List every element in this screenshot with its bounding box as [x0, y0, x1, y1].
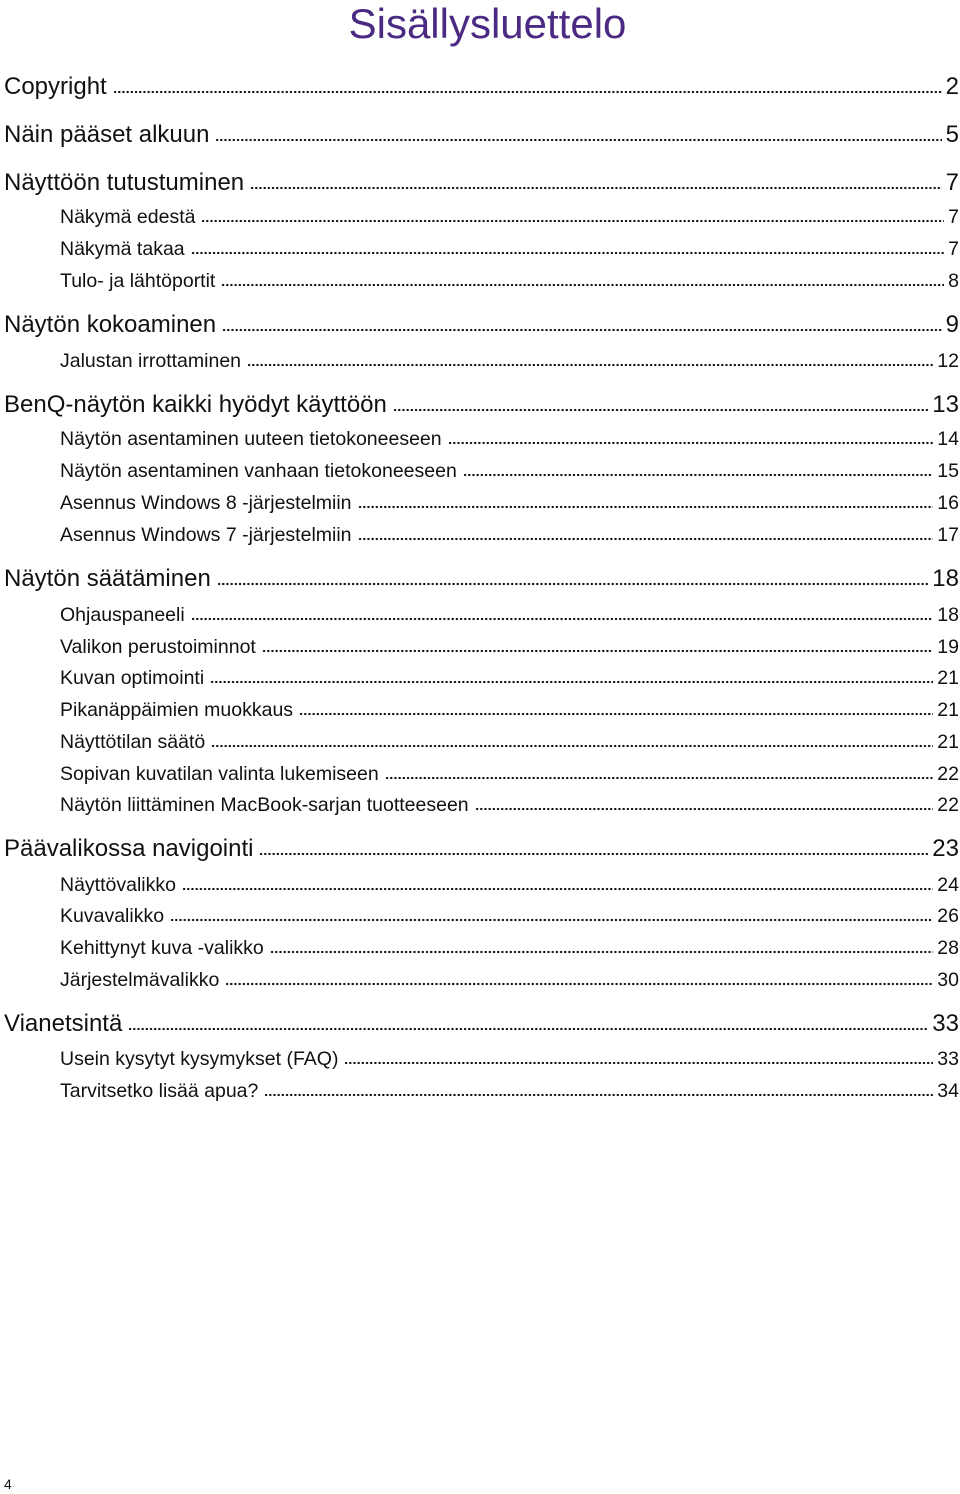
- toc-entry-label: Tarvitsetko lisää apua?: [60, 1080, 259, 1102]
- dot-leader: [128, 1027, 928, 1031]
- dot-leader: [344, 1061, 933, 1065]
- toc-entry-label: Jalustan irrottaminen: [60, 350, 242, 372]
- toc-entry-page: 13: [932, 391, 959, 418]
- toc-entry-label: Tulo- ja lähtöportit: [60, 270, 216, 292]
- dot-leader: [250, 186, 942, 190]
- toc-entry[interactable]: [60, 665, 959, 691]
- dot-leader: [215, 138, 941, 142]
- page-number: 4: [4, 1476, 12, 1492]
- page-title: Sisällysluettelo: [348, 0, 627, 47]
- dot-leader: [299, 712, 933, 716]
- dot-leader: [264, 1093, 933, 1097]
- toc-entry-label: Copyright: [4, 73, 107, 100]
- toc-entry[interactable]: [4, 834, 959, 864]
- toc-entry-label: Näkymä takaa: [60, 238, 185, 260]
- toc-entry-label: Kehittynyt kuva -valikko: [60, 937, 264, 959]
- dot-leader: [475, 807, 934, 811]
- toc-entry-page: 18: [932, 565, 959, 592]
- toc-entry-label: Näytön säätäminen: [4, 565, 211, 592]
- toc-entry[interactable]: [60, 729, 959, 755]
- toc-entry[interactable]: [60, 1046, 959, 1072]
- toc-entry[interactable]: [60, 602, 959, 628]
- toc-entry-page: 26: [937, 905, 959, 927]
- toc-entry[interactable]: [60, 1078, 959, 1104]
- toc-entry-label: Näyttötilan säätö: [60, 731, 206, 753]
- toc-entry-label: Päävalikossa navigointi: [4, 835, 254, 862]
- toc-entry-page: 30: [937, 969, 959, 991]
- dot-leader: [113, 90, 942, 94]
- toc-entry-label: Näytön kokoaminen: [4, 311, 217, 338]
- dot-leader: [270, 950, 934, 954]
- toc-entry[interactable]: [60, 634, 959, 660]
- toc-entry-page: 7: [948, 238, 959, 260]
- toc-entry-page: 14: [937, 428, 959, 450]
- toc-entry-label: Usein kysytyt kysymykset (FAQ): [60, 1048, 339, 1070]
- toc-entry[interactable]: [4, 120, 959, 150]
- toc-entry-label: Näyttövalikko: [60, 874, 176, 896]
- toc-entry-label: Pikanäppäimien muokkaus: [60, 699, 294, 721]
- toc-entry-label: Järjestelmävalikko: [60, 969, 220, 991]
- dot-leader: [393, 408, 928, 412]
- toc-entry[interactable]: [60, 490, 959, 516]
- toc-entry-label: Näytön asentaminen uuteen tietokoneeseen: [60, 428, 442, 450]
- toc-entry-label: Näkymä edestä: [60, 206, 196, 228]
- toc-entry-page: 2: [945, 73, 959, 100]
- toc-entry[interactable]: [60, 236, 959, 262]
- toc-entry[interactable]: [60, 426, 959, 452]
- dot-leader: [225, 982, 933, 986]
- toc-entry-label: Näin pääset alkuun: [4, 121, 210, 148]
- toc-entry-page: 15: [937, 460, 959, 482]
- toc-entry-page: 24: [937, 874, 959, 896]
- toc-entry[interactable]: [4, 390, 959, 420]
- toc-entry[interactable]: [60, 967, 959, 993]
- toc-entry[interactable]: [4, 168, 959, 198]
- toc-entry-label: Näytön asentaminen vanhaan tietokoneeseen: [60, 460, 457, 482]
- toc-entry-page: 33: [937, 1048, 959, 1070]
- toc-entry[interactable]: [60, 458, 959, 484]
- dot-leader: [191, 617, 934, 621]
- toc-entry-label: Asennus Windows 7 -järjestelmiin: [60, 524, 352, 546]
- dot-leader: [358, 537, 934, 541]
- toc-entry[interactable]: [60, 348, 959, 374]
- toc-entry-page: 28: [937, 937, 959, 959]
- dot-leader: [191, 251, 945, 255]
- toc-entry-page: 16: [937, 492, 959, 514]
- dot-leader: [222, 328, 942, 332]
- toc-entry-page: 22: [937, 763, 959, 785]
- dot-leader: [221, 283, 944, 287]
- dot-leader: [201, 219, 944, 223]
- toc-entry-label: Kuvavalikko: [60, 905, 165, 927]
- toc-entry[interactable]: [60, 761, 959, 787]
- dot-leader: [463, 473, 934, 477]
- toc-entry-label: Vianetsintä: [4, 1010, 123, 1037]
- toc-entry[interactable]: [60, 522, 959, 548]
- toc-entry[interactable]: [60, 903, 959, 929]
- toc-entry-page: 12: [937, 350, 959, 372]
- toc-entry[interactable]: [60, 872, 959, 898]
- toc-entry[interactable]: [60, 268, 959, 294]
- toc-entry[interactable]: [4, 310, 959, 340]
- dot-leader: [358, 505, 934, 509]
- dot-leader: [210, 680, 933, 684]
- toc-entry-page: 5: [945, 121, 959, 148]
- toc-entry-page: 8: [948, 270, 959, 292]
- toc-entry-label: Sopivan kuvatilan valinta lukemiseen: [60, 763, 379, 785]
- dot-leader: [385, 776, 934, 780]
- dot-leader: [211, 744, 933, 748]
- dot-leader: [448, 441, 934, 445]
- toc-entry-label: Näytön liittäminen MacBook-sarjan tuotteeseen: [60, 794, 469, 816]
- toc-entry[interactable]: [4, 564, 959, 594]
- toc-entry-page: 23: [932, 835, 959, 862]
- dot-leader: [182, 887, 933, 891]
- toc-entry-page: 18: [937, 604, 959, 626]
- toc-entry[interactable]: [4, 1009, 959, 1039]
- toc-entry[interactable]: [60, 204, 959, 230]
- toc-entry-page: 19: [937, 636, 959, 658]
- toc-entry-page: 17: [937, 524, 959, 546]
- toc-entry-label: Kuvan optimointi: [60, 667, 205, 689]
- toc-entry-page: 7: [948, 206, 959, 228]
- toc-entry-label: Ohjauspaneeli: [60, 604, 185, 626]
- toc-entry-label: Valikon perustoiminnot: [60, 636, 256, 658]
- toc-entry-label: Asennus Windows 8 -järjestelmiin: [60, 492, 352, 514]
- toc-entry-label: Näyttöön tutustuminen: [4, 169, 245, 196]
- toc-entry-page: 21: [937, 731, 959, 753]
- toc-entry[interactable]: [4, 72, 959, 102]
- toc-entry-page: 22: [937, 794, 959, 816]
- toc-entry-page: 34: [937, 1080, 959, 1102]
- toc-entry-page: 9: [945, 311, 959, 338]
- toc-entry-page: 21: [937, 699, 959, 721]
- toc-entry[interactable]: [60, 935, 959, 961]
- dot-leader: [170, 918, 933, 922]
- toc-entry[interactable]: [60, 697, 959, 723]
- toc-entry-page: 7: [945, 169, 959, 196]
- dot-leader: [247, 363, 933, 367]
- toc-entry-page: 33: [932, 1010, 959, 1037]
- toc-entry-label: BenQ-näytön kaikki hyödyt käyttöön: [4, 391, 387, 418]
- dot-leader: [259, 852, 928, 856]
- toc-entry-page: 21: [937, 667, 959, 689]
- toc-entry[interactable]: [60, 792, 959, 818]
- dot-leader: [217, 582, 929, 586]
- dot-leader: [262, 649, 933, 653]
